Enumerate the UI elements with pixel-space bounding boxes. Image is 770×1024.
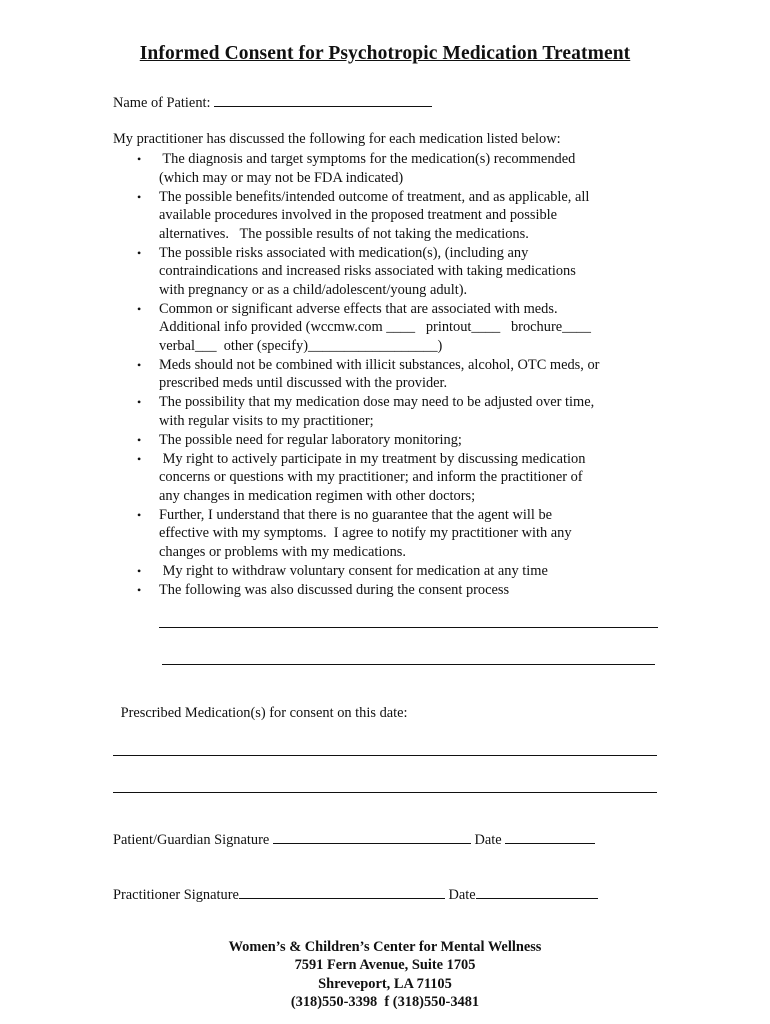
list-item: • The following was also discussed during the consent process — [137, 581, 510, 598]
list-item: • The possibility that my medication dose may need to be adjusted over time, with regular visits to my practitioner; — [137, 394, 595, 429]
patient-name-row — [113, 94, 432, 112]
page-title: Informed Consent for Psychotropic Medication Treatment — [139, 43, 631, 64]
bullet-icon: • — [137, 301, 142, 316]
address-line-1: 7591 Fern Avenue, Suite 1705 — [294, 957, 476, 974]
bullet-icon: • — [137, 432, 142, 447]
list-item: • The possible risks associated with medication(s), (including any contraindications and increased risks associated with taking medications with pregnancy or as a child/adolescent/young adult). — [137, 244, 576, 298]
patient-signature-row — [113, 831, 595, 849]
patient-date-field[interactable] — [505, 831, 595, 844]
bullet-icon: • — [137, 507, 142, 522]
bullet-icon: • — [137, 395, 142, 409]
patient-name-label: Name of Patient: — [113, 95, 211, 111]
address-line-2: Shreveport, LA 71105 — [318, 975, 452, 992]
list-item: • The possible need for regular laboratory monitoring; — [137, 431, 462, 448]
bullet-icon: • — [137, 189, 142, 204]
practitioner-signature-label: Practitioner Signature — [113, 887, 239, 903]
list-item: • The diagnosis and target symptoms for the medication(s) recommended (which may or may not be FDA indicated) — [137, 151, 576, 186]
list-item: • The possible benefits/intended outcome of treatment, and as applicable, all available procedures involved in the proposed treatment and possible alternatives. The possible results of not taking the medications. — [137, 188, 590, 242]
bullet-icon: • — [137, 245, 142, 260]
practitioner-date-field[interactable] — [476, 886, 598, 899]
list-item: • My right to withdraw voluntary consent for medication at any time — [137, 562, 548, 579]
prescribed-medications-line-2[interactable] — [113, 792, 657, 793]
list-item: • Further, I understand that there is no guarantee that the agent will be effective with my symptoms. I agree to notify my practitioner with any changes or problems with my medications. — [137, 506, 572, 560]
list-item: • My right to actively participate in my treatment by discussing medication concerns or questions with my practitioner; and inform the practitioner of any changes in medication regimen with other doctors; — [137, 450, 586, 504]
patient-signature-label: Patient/Guardian Signature — [113, 832, 270, 848]
prescribed-medications-line-1[interactable] — [113, 755, 657, 756]
practitioner-signature-field[interactable] — [239, 886, 445, 899]
patient-name-field[interactable] — [214, 94, 432, 107]
bullet-icon: • — [137, 451, 142, 466]
bullet-icon: • — [137, 357, 142, 372]
discussion-notes-line-2[interactable] — [162, 664, 655, 665]
practitioner-date-label: Date — [448, 887, 476, 903]
practitioner-signature-row — [113, 886, 598, 904]
list-item: • Common or significant adverse effects that are associated with meds. Additional info provided (wccmw.com ____ printout____ brochure____ verbal___ other (specify)__________________) — [137, 300, 591, 354]
bullet-icon: • — [137, 563, 142, 578]
discussion-points-list — [135, 150, 655, 600]
bullet-icon: • — [137, 152, 142, 166]
list-item: • Meds should not be combined with illicit substances, alcohol, OTC meds, or prescribed meds until discussed with the provider. — [137, 356, 600, 391]
bullet-icon: • — [137, 582, 142, 597]
intro-text: My practitioner has discussed the following for each medication listed below: — [113, 131, 561, 147]
patient-date-label: Date — [474, 832, 502, 848]
phone-fax: (318)550-3398 f (318)550-3481 — [290, 994, 480, 1011]
prescribed-medications-label: Prescribed Medication(s) for consent on this date: — [117, 705, 408, 721]
org-name: Women’s & Children’s Center for Mental Wellness — [228, 939, 542, 955]
patient-signature-field[interactable] — [273, 831, 471, 844]
discussion-notes-line-1[interactable] — [159, 627, 658, 628]
footer-address-block — [0, 938, 770, 1012]
